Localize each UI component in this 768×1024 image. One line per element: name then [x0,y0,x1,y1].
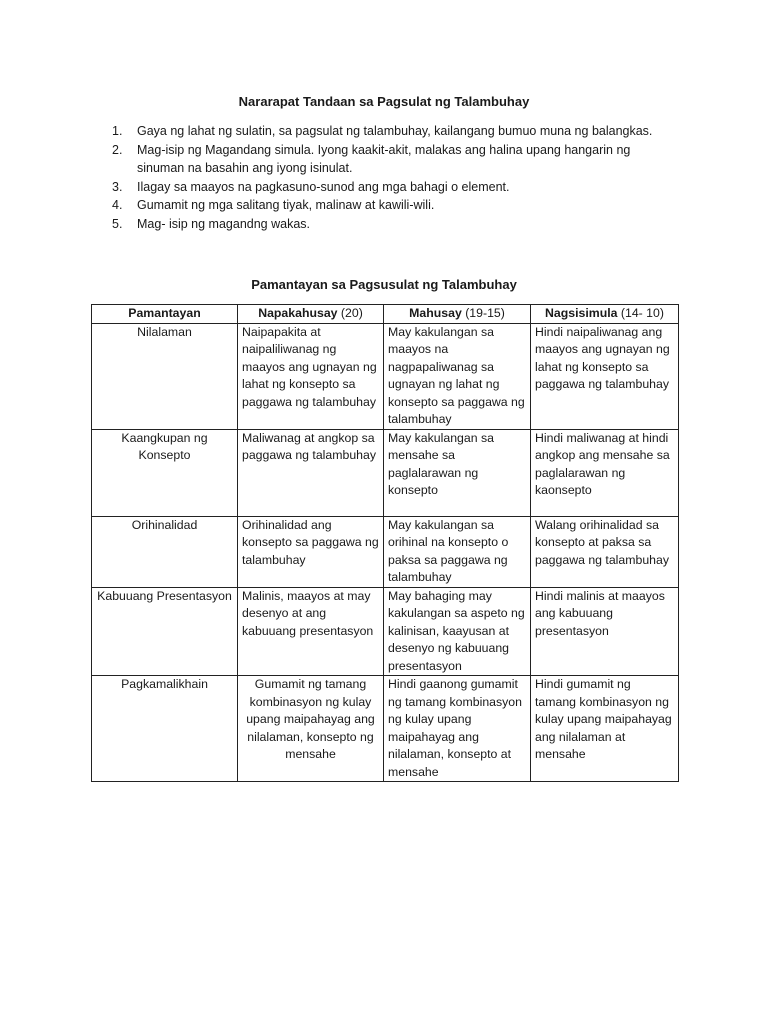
table-row [92,676,679,782]
header-napakahusay: Napakahusay (20) [238,305,384,324]
rubric-table [91,304,679,782]
list-item-number: 2. [112,142,123,157]
mahusay-cell: Hindi gaanong gumamit ng tamang kombinasyon ng kulay upang maipahayag ang nilalaman, konsepto at mensahe [384,676,531,782]
table-row [92,587,679,676]
napakahusay-cell: Maliwanag at angkop sa paggawa ng talambuhay [238,429,384,516]
rubric-title: Pamantayan sa Pagsusulat ng Talambuhay [251,277,517,292]
mahusay-cell: May kakulangan sa mensahe sa paglalarawan ng konsepto [384,429,531,516]
criterion-cell: Nilalaman [92,323,238,429]
list-item-number: 3. [112,179,123,194]
nagsisimula-cell: Hindi naipaliwanag ang maayos ang ugnayan ng lahat ng konsepto sa paggawa ng talambuhay [531,323,679,429]
nagsisimula-cell: Hindi gumamit ng tamang kombinasyon ng kulay upang maipahayag ang nilalaman at mensahe [531,676,679,782]
criterion-cell: Kabuuang Presentasyon [92,587,238,676]
list-item-text: Gaya ng lahat ng sulatin, sa pagsulat ng talambuhay, kailangang bumuo muna ng balangkas. [137,124,653,138]
list-item-number: 4. [112,198,123,212]
table-row [92,323,679,429]
list-item [112,178,672,197]
list-item-text: Mag- isip ng magandng wakas. [137,216,311,231]
mahusay-cell: May kakulangan sa orihinal na konsepto o paksa sa paggawa ng talambuhay [384,516,531,587]
page-title: Nararapat Tandaan sa Pagsulat ng Talambuhay [238,94,530,109]
table-header-row [92,305,679,324]
list-item-number: 1. [112,124,123,138]
nagsisimula-cell: Hindi maliwanag at hindi angkop ang mensahe sa paglalarawan ng kaonsepto [531,429,679,516]
napakahusay-cell: Orihinalidad ang konsepto sa paggawa ng talambuhay [238,516,384,587]
criterion-cell: Pagkamalikhain [92,676,238,782]
header-pamantayan: Pamantayan [92,305,238,324]
mahusay-cell: May kakulangan sa maayos na nagpapaliwanag sa ugnayan ng lahat ng konsepto sa paggawa ng talambuhay [384,323,531,429]
list-item-text: Gumamit ng mga salitang tiyak, malinaw at kawili-wili. [137,198,435,212]
napakahusay-cell: Gumamit ng tamang kombinasyon ng kulay upang maipahayag ang nilalaman, konsepto ng mensahe [238,676,384,782]
napakahusay-cell: Naipapakita at naipaliliwanag ng maayos ang ugnayan ng lahat ng konsepto sa paggawa ng talambuhay [238,323,384,429]
list-item-text: Ilagay sa maayos na pagkasuno-sunod ang mga bahagi o element. [137,179,510,194]
mahusay-cell: May bahaging may kakulangan sa aspeto ng kalinisan, kaayusan at desenyo ng kabuuang presentasyon [384,587,531,676]
list-item [112,122,672,141]
list-item-number: 5. [112,216,123,231]
table-row [92,429,679,516]
list-item [112,141,672,178]
table-row [92,516,679,587]
reminders-list [112,122,672,233]
list-item-text: Mag-isip ng Magandang simula. Iyong kaakit-akit, malakas ang halina upang hangarin ng sinuman na basahin ang iyong isinulat. [137,142,631,175]
header-nagsisimula: Nagsisimula (14- 10) [531,305,679,324]
header-mahusay: Mahusay (19-15) [384,305,531,324]
napakahusay-cell: Malinis, maayos at may desenyo at ang kabuuang presentasyon [238,587,384,676]
criterion-cell: Orihinalidad [92,516,238,587]
nagsisimula-cell: Walang orihinalidad sa konsepto at paksa sa paggawa ng talambuhay [531,516,679,587]
list-item [112,196,672,215]
list-item [112,215,672,234]
criterion-cell: Kaangkupan ng Konsepto [92,429,238,516]
nagsisimula-cell: Hindi malinis at maayos ang kabuuang presentasyon [531,587,679,676]
